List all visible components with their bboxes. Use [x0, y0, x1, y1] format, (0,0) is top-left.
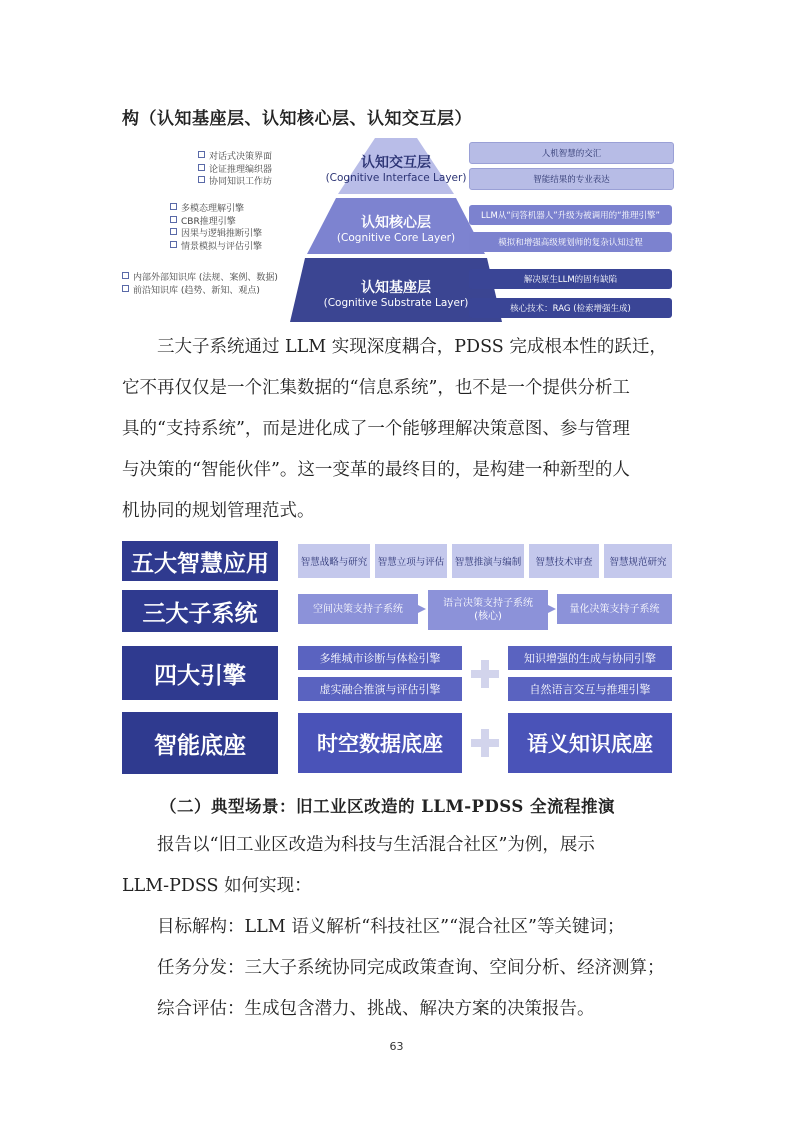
page-number: 63 — [389, 1040, 404, 1053]
layer-desc-box: 智能结果的专业表达 — [469, 168, 674, 190]
layer-name-en: (Cognitive Core Layer) — [336, 232, 456, 244]
text-line: 报告以“旧工业区改造为科技与生活混合社区”为例，展示 — [157, 835, 595, 855]
layer-name: 认知交互层 — [361, 155, 431, 171]
framework-label-apps: 五大智慧应用 — [122, 541, 278, 581]
engine-box: 自然语言交互与推理引擎 — [508, 677, 672, 701]
text-line: 具的“支持系统”，而是进化成了一个能够理解决策意图、参与管理 — [122, 419, 630, 439]
layer-desc-box: 人机智慧的交汇 — [469, 142, 674, 164]
bullet-text: 多模态理解引擎 — [181, 204, 245, 214]
text-line: 三大子系统通过 LLM 实现深度耦合，PDSS 完成根本性的跃迁， — [157, 337, 667, 357]
engine-box: 多维城市诊断与体检引擎 — [298, 646, 462, 670]
bullet-text: CBR推理引擎 — [181, 216, 236, 227]
bullet-text: 论证推理编织器 — [209, 164, 273, 175]
text-line: 机协同的规划管理范式。 — [122, 501, 315, 521]
bullet-list-substrate — [122, 272, 278, 297]
section-heading-architecture: 构（认知基座层、认知核心层、认知交互层） — [122, 109, 472, 129]
framework-label-subsystems: 三大子系统 — [122, 590, 278, 632]
text-line: 与决策的“智能伙伴”。这一变革的最终目的，是构建一种新型的人 — [122, 460, 630, 480]
text-line: 目标解构：LLM 语义解析“科技社区”“混合社区”等关键词； — [157, 917, 625, 937]
text-line: LLM-PDSS 如何实现： — [122, 876, 312, 896]
app-box: 智慧规范研究 — [604, 544, 672, 578]
app-box: 智慧推演与编制 — [452, 544, 524, 578]
subsystem-language — [428, 590, 548, 630]
bullet-square-icon — [198, 164, 205, 171]
body-paragraph-1 — [122, 327, 682, 532]
arrow-right-icon — [418, 603, 430, 615]
bullet-text: 情景模拟与评估引擎 — [181, 241, 263, 252]
framework-label-engines: 四大引擎 — [122, 646, 278, 700]
layer-desc-box: LLM从“问答机器人”升级为被调用的“推理引擎” — [469, 205, 672, 225]
bullet-square-icon — [170, 241, 177, 248]
plus-icon — [471, 729, 499, 757]
bullet-square-icon — [170, 228, 177, 235]
app-box: 智慧立项与评估 — [375, 544, 447, 578]
subsystem-spatial: 空间决策支持子系统 — [298, 594, 418, 624]
app-box: 智慧战略与研究 — [298, 544, 370, 578]
bullet-square-icon — [122, 285, 129, 292]
subsystem-language-name: 语言决策支持子系统 — [443, 598, 533, 609]
bullet-square-icon — [198, 151, 205, 158]
arrow-right-icon — [546, 603, 558, 615]
engine-box: 知识增强的生成与协同引擎 — [508, 646, 672, 670]
layer-name-en: (Cognitive Substrate Layer) — [323, 297, 469, 309]
bullet-text: 前沿知识库 (趋势、新知、观点) — [133, 285, 260, 296]
layer-desc-box: 模拟和增强高级规划师的复杂认知过程 — [469, 232, 672, 252]
layer-desc-box: 核心技术：RAG (检索增强生成) — [469, 298, 672, 318]
bullet-square-icon — [170, 216, 177, 223]
text-line: 它不再仅仅是一个汇集数据的“信息系统”，也不是一个提供分析工 — [122, 378, 630, 398]
section-heading-scenario: （二）典型场景：旧工业区改造的 LLM-PDSS 全流程推演 — [160, 797, 615, 816]
text-line: 综合评估：生成包含潜力、挑战、解决方案的决策报告。 — [157, 999, 595, 1019]
base-semantic: 语义知识底座 — [508, 713, 672, 773]
layer-name-en: (Cognitive Interface Layer) — [325, 172, 467, 184]
bullet-text: 因果与逻辑推断引擎 — [181, 229, 263, 239]
plus-icon — [471, 660, 499, 688]
subsystem-quantitative: 量化决策支持子系统 — [557, 594, 672, 624]
engine-box: 虚实融合推演与评估引擎 — [298, 677, 462, 701]
layer-name: 认知基座层 — [361, 280, 431, 296]
text-line: 任务分发：三大子系统协同完成政策查询、空间分析、经济测算； — [157, 958, 665, 978]
bullet-list-interface — [198, 151, 272, 189]
app-box: 智慧技术审查 — [529, 544, 599, 578]
subsystem-language-core: (核心) — [474, 611, 502, 622]
bullet-text: 内部外部知识库 (法规、案例、数据) — [133, 273, 278, 283]
bullet-square-icon — [170, 203, 177, 210]
base-spatiotemporal: 时空数据底座 — [298, 713, 462, 773]
layer-name: 认知核心层 — [361, 215, 431, 231]
bullet-text: 协同知识工作坊 — [209, 177, 273, 187]
layer-desc-box: 解决原生LLM的固有缺陷 — [469, 269, 672, 289]
body-paragraph-2 — [122, 825, 682, 1030]
bullet-square-icon — [122, 272, 129, 279]
framework-label-base: 智能底座 — [122, 712, 278, 774]
bullet-list-core — [170, 203, 262, 253]
bullet-square-icon — [198, 176, 205, 183]
bullet-text: 对话式决策界面 — [209, 152, 273, 162]
